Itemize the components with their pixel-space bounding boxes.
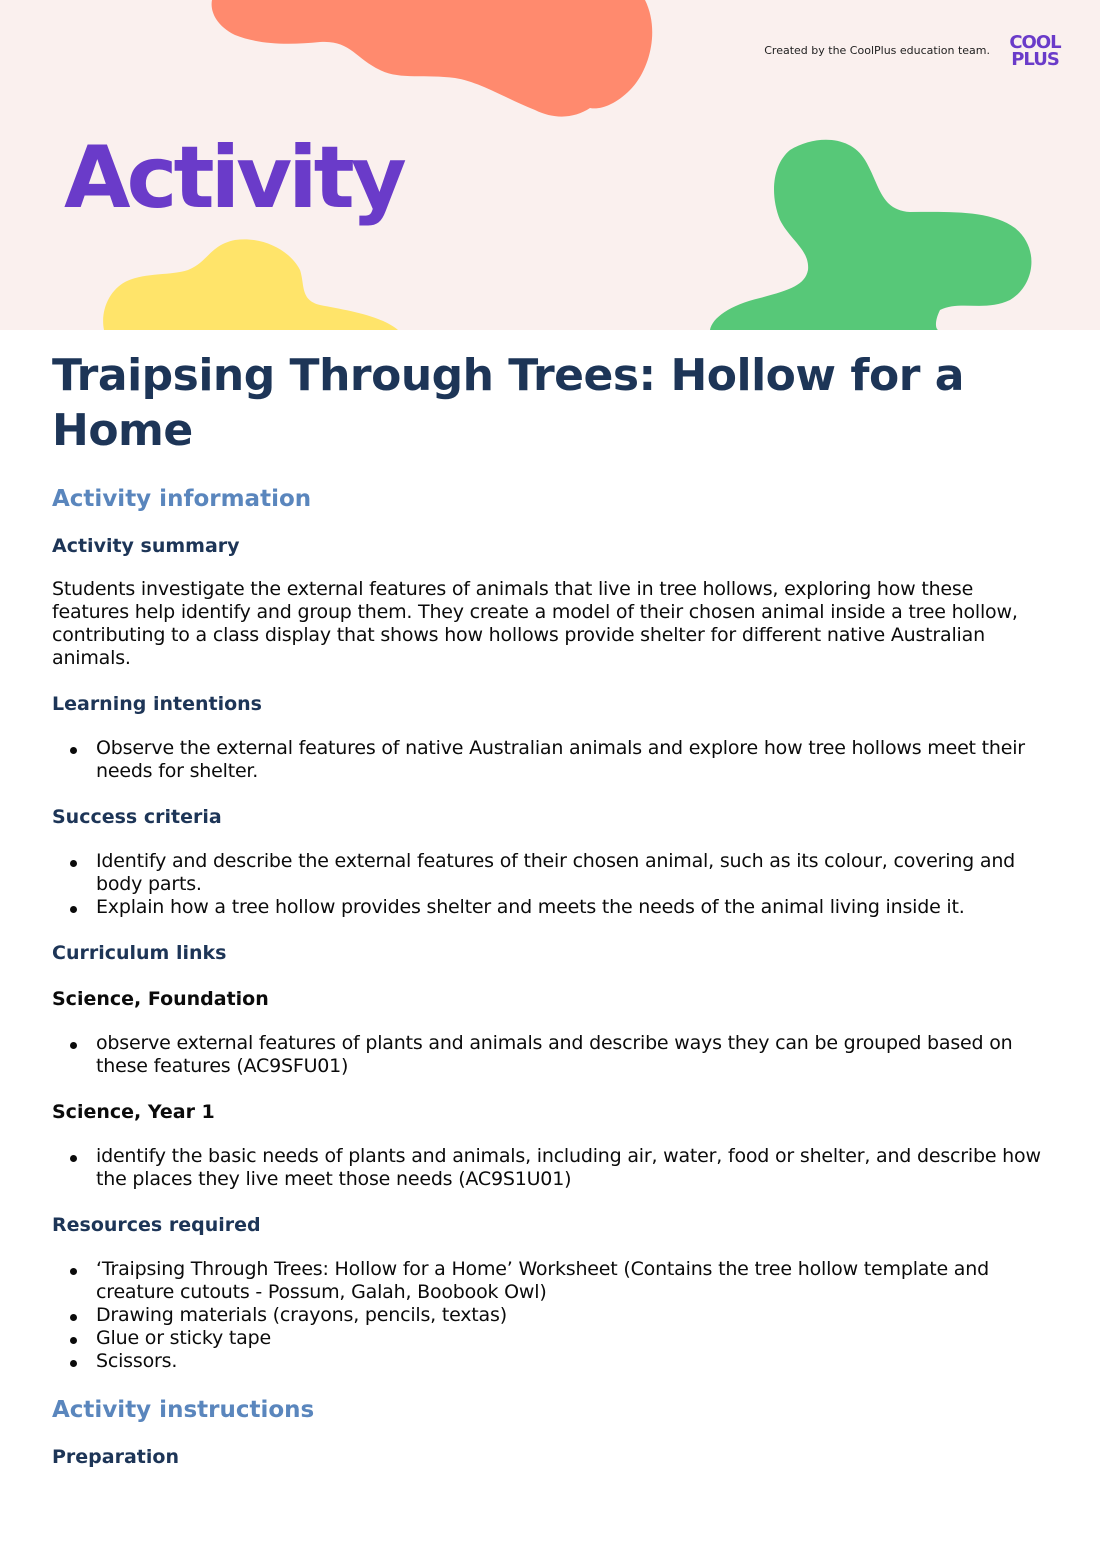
success-criteria-heading: Success criteria (52, 806, 222, 828)
list-item: Explain how a tree hollow provides shelter and meets the needs of the animal living inside it. (52, 896, 1052, 919)
coral-blob (212, 0, 653, 117)
document-content (52, 348, 1052, 1469)
list-item: ‘Traipsing Through Trees: Hollow for a Home’ Worksheet (Contains the tree hollow template and creature cutouts - Possum, Galah, Boobook Owl) (52, 1258, 1052, 1304)
resources-list (52, 1258, 1052, 1373)
list-item: Scissors. (52, 1350, 1052, 1373)
coolplus-logo (1003, 34, 1067, 68)
list-item: Drawing materials (crayons, pencils, textas) (52, 1304, 1052, 1327)
activity-label: Activity (64, 128, 403, 228)
logo-bottom: PLUS (1011, 49, 1059, 70)
activity-summary-text: Students investigate the external features of animals that live in tree hollows, exploring how these features help identify and group them. They create a model of their chosen animal inside a tree hollow, contributing to a class display that shows how hollows provide shelter for different native Australian animals. (52, 578, 1018, 669)
credit-text: Created by the CoolPlus education team. (764, 44, 990, 57)
page-title: Traipsing Through Trees: Hollow for a Home (52, 350, 964, 456)
list-item: identify the basic needs of plants and animals, including air, water, food or shelter, and describe how the places they live meet those needs (AC9S1U01) (52, 1145, 1052, 1191)
curriculum-subject-foundation: Science, Foundation (52, 988, 269, 1010)
list-item: Observe the external features of native Australian animals and explore how tree hollows meet their needs for shelter. (52, 737, 1052, 783)
curriculum-subject-year1: Science, Year 1 (52, 1101, 215, 1123)
section-activity-information: Activity information (52, 486, 312, 512)
yellow-blob (103, 239, 398, 330)
list-item: Identify and describe the external features of their chosen animal, such as its colour, covering and body parts. (52, 850, 1052, 896)
curriculum-year1-list (52, 1145, 1052, 1191)
list-item: observe external features of plants and animals and describe ways they can be grouped based on these features (AC9SFU01) (52, 1032, 1052, 1078)
list-item: Glue or sticky tape (52, 1327, 1052, 1350)
learning-intentions-list (52, 737, 1052, 783)
learning-intentions-heading: Learning intentions (52, 693, 262, 715)
curriculum-links-heading: Curriculum links (52, 942, 227, 964)
success-criteria-list (52, 850, 1052, 919)
preparation-heading: Preparation (52, 1446, 179, 1468)
curriculum-foundation-list (52, 1032, 1052, 1078)
green-blob (710, 140, 1031, 330)
activity-summary-heading: Activity summary (52, 535, 240, 557)
logo-top: COOL (1009, 32, 1061, 53)
header-banner (0, 0, 1100, 330)
resources-heading: Resources required (52, 1214, 261, 1236)
section-activity-instructions: Activity instructions (52, 1397, 315, 1423)
